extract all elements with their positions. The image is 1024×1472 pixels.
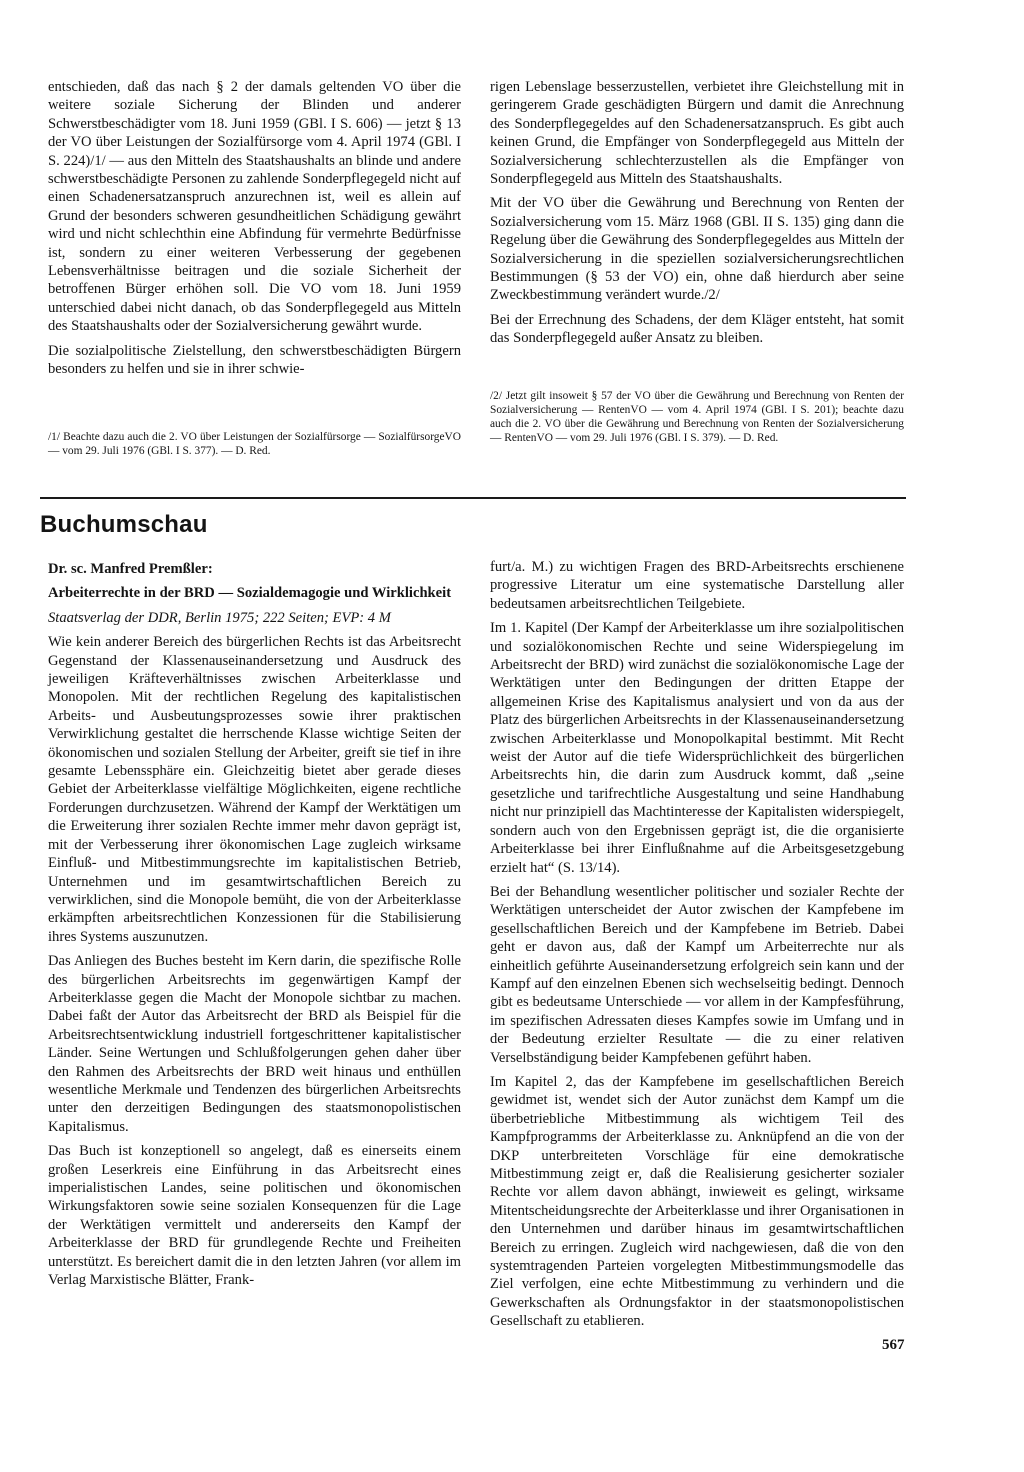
paragraph: Wie kein anderer Bereich des bürgerlichen Rechts ist das Arbeitsrecht Gegenstand der Klassenauseinandersetzung und Ausdruck des jeweiligen Kräfteverhältnisses zwischen Arbeiterklasse und Monopolen. Mit der rechtlichen Regelung des kapitalistischen Arbeits- und Ausbeutungsprozesses sowie ihrer praktischen Verwirklichung gestaltet die herrschende Klasse wichtige Seiten der ökonomischen und sozialen Stellung der Arbeiter, greift sie tief in ihre gesamte Lebenssphäre ein. Gleichzeitig bietet aber gerade dieses Gebiet der Arbeiterklasse vielfältige Möglichkeiten, eigene rechtliche Forderungen durchzusetzen. Während der Kampf der Werktätigen um die Erweiterung ihrer sozialen Rechte immer mehr davon geprägt ist, mit der Verbesserung ihrer ökonomischen Lage zugleich wirksame Einfluß- und Mitbestimmungsrechte im kapitalistischen Betrieb, Unternehmen und im gesamtwirtschaftlichen Bereich zu verwirklichen, sind die Monopole bemüht, die von der Arbeiterklasse erkämpften arbeitsrechtlichen Konzessionen für die Stabilisierung ihres Systems auszunutzen. [48,634,461,945]
paragraph: Bei der Errechnung des Schadens, der dem Kläger entsteht, hat somit das Sonderpflegegeld außer Ansatz zu bleiben. [490,311,904,347]
paragraph: Die sozialpolitische Zielstellung, den schwerstbeschädigten Bürgern besonders zu helfen und sie in ihrer schwie- [48,342,461,378]
book-publication: Staatsverlag der DDR, Berlin 1975; 222 Seiten; EVP: 4 M [48,609,391,626]
paragraph: Das Buch ist konzeptionell so angelegt, daß es einerseits einem großen Leserkreis eine Einführung in das Arbeitsrecht eines imperialistischen Landes, seine politischen und ökonomischen Wirkungsfaktoren sowie seine sozialen Konsequenzen für die Lage der Werktätigen vermittelt und andererseits den Kampf der Arbeiterklasse der BRD für grundlegende Rechte und Freiheiten unterstützt. Es bereichert damit die in den letzten Jahren (vor allem im Verlag Marxistische Blätter, Frank- [48,1143,461,1289]
footnote-text: /2/ Jetzt gilt insoweit § 57 der VO über die Gewährung und Berechnung von Renten der Sozialversicherung — RentenVO — vom 4. April 1974 (GBl. I S. 201); beachte dazu auch die 2. VO über die Gewährung und Berechnung von Renten der Sozialversicherung — RentenVO — vom 29. Juli 1976 (GBl. I S. 379). — D. Red. [490,390,904,444]
book-author: Dr. sc. Manfred Premßler: [48,561,213,577]
paragraph: furt/a. M.) zu wichtigen Fragen des BRD-Arbeitsrechts erschienene progressive Literatur um eine systematische Darstellung aller bedeutsamen arbeitsrechtlichen Teilgebiete. [490,559,904,612]
paragraph: Im Kapitel 2, das der Kampfebene im gesellschaftlichen Bereich gewidmet ist, wendet sich der Autor zunächst dem Kampf um die überbetriebliche Mitbestimmung als wichtigem Teil des Kampfprogramms der Arbeiterklasse zu. Anknüpfend an die von der DKP unterbreiteten Vorschläge für eine demokratische Mitbestimmung zeigt er, daß die Realisierung gesicherter sozialer Rechte vor allem davon abhängt, inwieweit es gelingt, wirksame Mitentscheidungsrechte der Arbeiterklasse und ihrer Organisationen in den Unternehmen und darüber hinaus im gesamtwirtschaftlichen Bereich zu erringen. Zugleich wird nachgewiesen, daß die von den systemtragenden Parteien vorgelegten Mitbestimmungsmodelle das Ziel verfolgen, eine echte Mitbestimmung zu verhindern und die Gewerkschaften als Ordnungsfaktor in der staatsmonopolistischen Gesellschaft zu etablieren. [490,1073,904,1330]
review-right-column [490,558,904,1337]
footnote-1 [48,430,461,458]
footnote-2 [490,389,904,445]
paragraph: rigen Lebenslage besserzustellen, verbietet ihre Gleichstellung mit in geringerem Grade geschädigten Bürgern und damit die Anrechnung des Sonderpflegegeldes auf den Schadenersatzanspruch. Es gibt auch keinen Grund, die Empfänger von Sonderpflegegeld aus Mitteln der Sozialversicherung schlechterzustellen als die Empfänger von Sonderpflegegeld aus Mitteln des Staatshaushalts. [490,79,904,188]
paragraph: Bei der Behandlung wesentlicher politischer und sozialer Rechte der Werktätigen unterscheidet der Autor zwischen der Kampfebene im gesellschaftlichen Bereich und der Kampfebene im Betrieb. Dabei geht er davon aus, daß der Kampf um Arbeiterrechte nur als einheitlich geführte Auseinandersetzung erfolgreich sein kann und der Kampf auf den einzelnen Ebenen sich wechselseitig bedingt. Dennoch gibt es bedeutsame Unterschiede — vor allem in der Kampfesführung, im spezifischen Adressaten dieses Kampfes sowie im Umfang und in der Bedeutung erzielter Resultate — die zu einer relativen Verselbständigung beider Kampfebenen geführt haben. [490,883,904,1066]
top-right-column [490,78,904,354]
book-title: Arbeiterrechte in der BRD — Sozialdemagogie und Wirklichkeit [48,585,452,602]
top-left-column [48,78,461,385]
section-divider [40,497,906,499]
paragraph: Mit der VO über die Gewährung und Berechnung von Renten der Sozialversicherung vom 15. März 1968 (GBl. II S. 135) ging dann die Regelung über die Gewährung des Sonderpflegegeldes aus Mitteln der Sozialversicherung in die speziellen sozialversicherungsrechtlichen Bestimmungen (§ 53 der VO) ein, ohne daß hierdurch aber seine Zweckbestimmung verändert wurde./2/ [490,195,904,304]
section-heading: Buchumschau [40,511,208,538]
paragraph: entschieden, daß das nach § 2 der damals geltenden VO über die weitere soziale Sicherung der Blinden und anderer Schwerstbeschädigter vom 18. Juni 1959 (GBl. I S. 606) — jetzt § 13 der VO über Leistungen der Sozialfürsorge vom 4. April 1974 (GBl. I S. 224)/1/ — aus den Mitteln des Staatshaushalts an blinde und andere schwerstbeschädigte Personen zu zahlende Sonderpflegegeld nicht auf einen Schadenersatzanspruch anzurechnen ist, weil es allein auf Grund der besonders schweren gesundheitlichen Schädigung gewährt wird und nicht schlechthin eine Abfindung für vermehrte Bedürfnisse ist, sondern zu einer weiteren Verbesserung der gegebenen Lebensverhältnisse beitragen und die soziale Sicherheit der betroffenen Bürger erhöhen soll. Die VO vom 18. Juni 1959 unterschied dabei nicht danach, ob das Sonderpflegegeld aus Mitteln des Staatshaushalts oder der Sozialversicherung gewährt wurde. [48,79,461,335]
paragraph: Das Anliegen des Buches besteht im Kern darin, die spezifische Rolle des bürgerlichen Arbeitsrechts im gegenwärtigen Kampf der Arbeiterklasse gegen die Macht der Monopole sichtbar zu machen. Dabei faßt der Autor das Arbeitsrecht der BRD als Beispiel für die Arbeitsrechtsentwicklung industriell fortgeschrittener kapitalistischer Länder. Seine Wertungen und Schlußfolgerungen gehen daher über den Rahmen des Arbeitsrechts der BRD weit hinaus und enthüllen wesentliche Merkmale und Tendenzen des bürgerlichen Arbeitsrechts unter den derzeitigen Bedingungen des staatsmonopolistischen Kapitalismus. [48,953,461,1135]
paragraph: Im 1. Kapitel (Der Kampf der Arbeiterklasse um ihre sozialpolitischen und sozialökonomischen Rechte und seine Widerspiegelung im Arbeitsrecht der BRD) wird zunächst die sozialökonomische Lage der Werktätigen unter den Bedingungen der dritten Etappe der allgemeinen Krise des Kapitalismus analysiert und von da aus der Platz des bürgerlichen Arbeitsrechts in der Klassenauseinandersetzung zwischen Arbeiterklasse und Monopolkapital bestimmt. Mit Recht weist der Autor auf die tiefe Widersprüchlichkeit des bürgerlichen Arbeitsrechts hin, die darin zum Ausdruck kommt, daß „seine gesetzliche und tarifrechtliche Ausgestaltung und seine Handhabung nicht nur prinzipiell das Machtinteresse der Kapitalisten widerspiegelt, sondern auch von den Ergebnissen geprägt ist, die die organisierte Arbeiterklasse bei ihrer Einflußnahme auf die Arbeitsgesetzgebung erzielt hat“ (S. 13/14). [490,620,904,876]
page-number: 567 [882,1337,905,1353]
review-left-column [48,560,461,1295]
footnote-text: /1/ Beachte dazu auch die 2. VO über Leistungen der Sozialfürsorge — SozialfürsorgeVO — vom 29. Juli 1976 (GBl. I S. 377). — D. Red. [48,431,461,457]
